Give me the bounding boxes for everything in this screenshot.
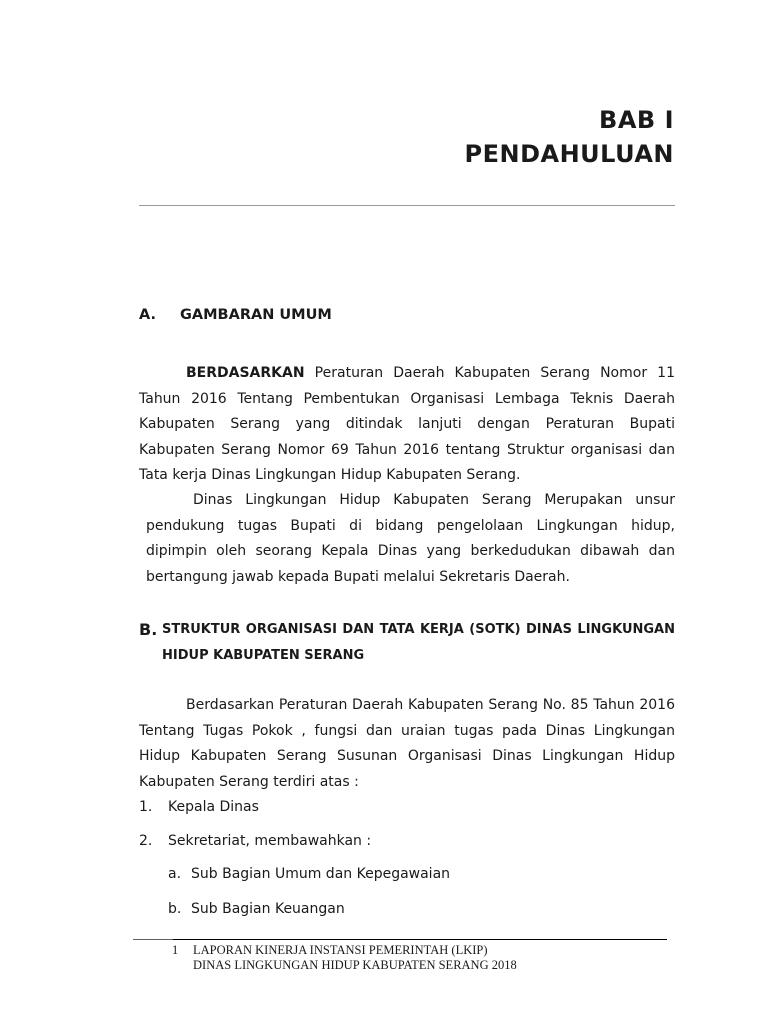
section-b-label: B. — [139, 620, 158, 639]
paragraph-1-body: Peraturan Daerah Kabupaten Serang Nomor 11 Tahun 2016 Tentang Pembentukan Organisasi Lembaga Teknis Daerah Kabupaten Serang yang ditindak lanjuti dengan Peraturan Bupati Kabupaten Serang Nomor 69 Tahun 2016 tentang Struktur organisasi dan Tata kerja Dinas Lingkungan Hidup Kabupaten Serang. — [139, 365, 675, 484]
section-a-label: A. — [139, 307, 156, 323]
footer-divider — [133, 939, 667, 940]
footer-line-2: DINAS LINGKUNGAN HIDUP KABUPATEN SERANG 2018 — [193, 958, 517, 972]
chapter-title: PENDAHULUAN — [464, 140, 674, 168]
sub-list-item: a. Sub Bagian Umum dan Kepegawaian — [168, 866, 451, 882]
paragraph-lead-word: BERDASARKAN — [186, 365, 305, 381]
section-a-paragraph-2: Dinas Lingkungan Hidup Kabupaten Serang Merupakan unsur pendukung tugas Bupati di bidang pengelolaan Lingkungan hidup, dipimpin oleh seorang Kepala Dinas yang berkedudukan dibawah dan bertangung jawab kepada Bupati melalui Sekretaris Daerah. — [146, 492, 675, 585]
sub-list-item: b. Sub Bagian Keuangan — [168, 901, 345, 917]
footer-line-1: LAPORAN KINERJA INSTANSI PEMERINTAH (LKIP) — [193, 943, 488, 957]
list-item: 1. Kepala Dinas — [139, 799, 259, 815]
section-b-title-line-2: HIDUP KABUPATEN SERANG — [162, 648, 365, 663]
section-a-title: GAMBARAN UMUM — [180, 307, 332, 323]
page-number: 1 — [172, 943, 179, 957]
list-item: 2. Sekretariat, membawahkan : — [139, 833, 372, 849]
section-b-paragraph: Berdasarkan Peraturan Daerah Kabupaten Serang No. 85 Tahun 2016 Tentang Tugas Pokok , fungsi dan uraian tugas pada Dinas Lingkungan Hidup Kabupaten Serang Susunan Organisasi Dinas Lingkungan Hidup Kabupaten Serang terdiri atas : — [139, 697, 675, 790]
section-a-paragraph-1 — [139, 361, 675, 489]
chapter-number: BAB I — [599, 106, 674, 134]
title-divider — [139, 205, 675, 206]
section-b-title-line-1: STRUKTUR ORGANISASI DAN TATA KERJA (SOTK) DINAS LINGKUNGAN — [162, 622, 675, 637]
